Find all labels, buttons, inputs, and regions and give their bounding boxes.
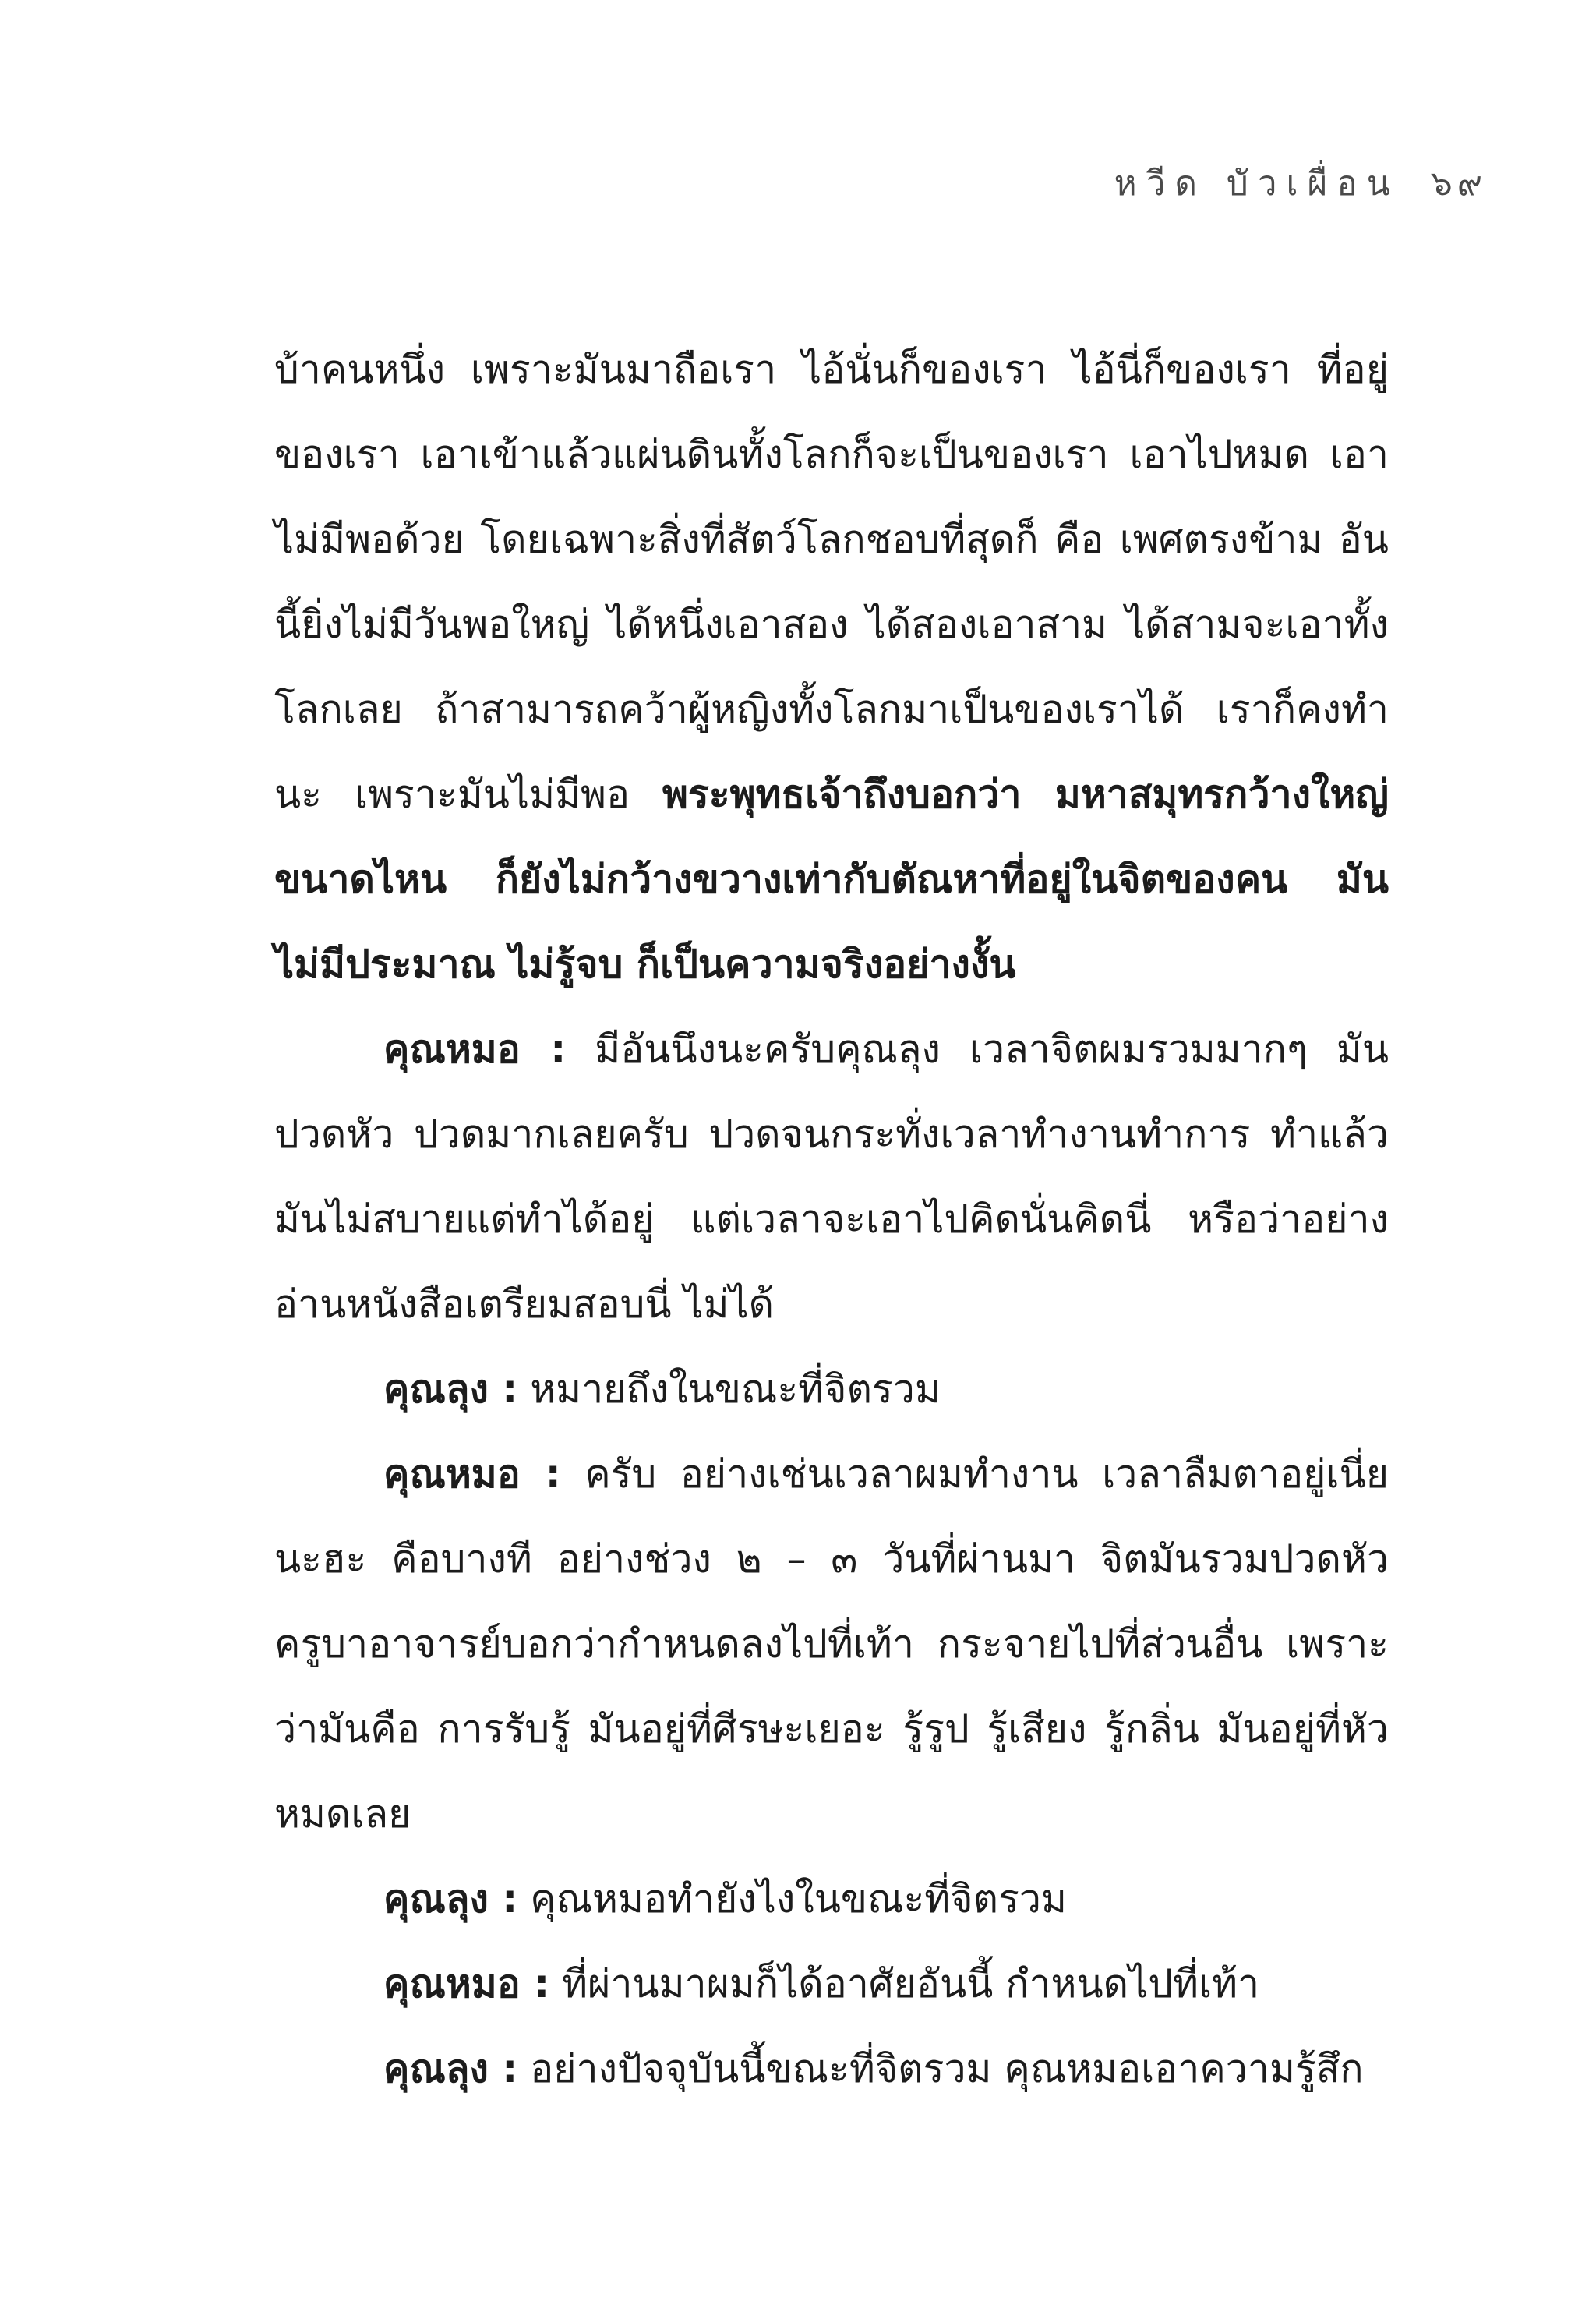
dialogue-line-5 — [274, 1942, 1389, 2027]
dialogue-line-2 — [274, 1347, 1389, 1432]
dialogue-line-1 — [274, 1007, 1389, 1347]
dialogue-text: ที่ผ่านมาผมก็ได้อาศัยอันนี้ กำหนดไปที่เท้า — [549, 1961, 1260, 2006]
dialogue-line-4 — [274, 1857, 1389, 1942]
dialogue-text: คุณหมอทำยังไงในขณะที่จิตรวม — [517, 1876, 1067, 1921]
paragraph-1-text: บ้าคนหนึ่ง เพราะมันมาถือเรา ไอ้นั่นก็ของเรา ไอ้นี่ก็ของเรา ที่อยู่ของเรา เอาเข้าแล้วแผ่นดินทั้งโลกก็จะเป็นของเรา เอาไปหมด เอาไม่มีพอด้วย โดยเฉพาะสิ่งที่สัตว์โลกชอบที่สุดก็ คือ เพศตรงข้าม อันนี้ยิ่งไม่มีวันพอใหญ่ ได้หนึ่งเอาสอง ได้สองเอาสาม ได้สามจะเอาทั้งโลกเลย ถ้าสามารถคว้าผู้หญิงทั้งโลกมาเป็นของเราได้ เราก็คงทำนะ เพราะมันไม่มีพอ — [274, 347, 1389, 817]
dialogue-line-6 — [274, 2027, 1389, 2112]
body-text — [274, 327, 1389, 2112]
dialogue-text: มีอันนึงนะครับคุณลุง เวลาจิตผมรวมมากๆ มันปวดหัว ปวดมากเลยครับ ปวดจนกระทั่งเวลาทำงานทำการ ทำแล้วมันไม่สบายแต่ทำได้อยู่ แต่เวลาจะเอาไปคิดนั่นคิดนี่ หรือว่าอย่างอ่านหนังสือเตรียมสอบนี่ ไม่ได้ — [274, 1027, 1389, 1327]
speaker-label: คุณหมอ : — [383, 1451, 561, 1497]
speaker-label: คุณหมอ : — [383, 1027, 567, 1072]
header-author: หวีด บัวเผื่อน — [1114, 164, 1400, 203]
dialogue-text: หมายถึงในขณะที่จิตรวม — [517, 1366, 941, 1412]
paragraph-1 — [274, 327, 1389, 1007]
paragraph-1-bold-quote: พระพุทธเจ้าถึงบอกว่า มหาสมุทรกว้างใหญ่ขนาดไหน ก็ยังไม่กว้างขวางเท่ากับตัณหาที่อยู่ในจิตของคน มันไม่มีประมาณ ไม่รู้จบ ก็เป็นความจริงอย่างงั้น — [274, 772, 1389, 987]
running-header — [1114, 156, 1487, 210]
dialogue-text: ครับ อย่างเช่นเวลาผมทำงาน เวลาลืมตาอยู่เนี่ยนะฮะ คือบางที อย่างช่วง ๒ – ๓ วันที่ผ่านมา จิตมันรวมปวดหัว ครูบาอาจารย์บอกว่ากำหนดลงไปที่เท้า กระจายไปที่ส่วนอื่น เพราะว่ามันคือ การรับรู้ มันอยู่ที่ศีรษะเยอะ รู้รูป รู้เสียง รู้กลิ่น มันอยู่ที่หัวหมดเลย — [274, 1451, 1389, 1837]
speaker-label: คุณลุง : — [383, 1876, 518, 1921]
page-number: ๖๙ — [1430, 164, 1487, 203]
speaker-label: คุณหมอ : — [383, 1961, 550, 2006]
dialogue-text: อย่างปัจจุบันนี้ขณะที่จิตรวม คุณหมอเอาความรู้สึก — [517, 2046, 1364, 2091]
dialogue-line-3 — [274, 1432, 1389, 1857]
speaker-label: คุณลุง : — [383, 1366, 518, 1412]
speaker-label: คุณลุง : — [383, 2046, 518, 2091]
